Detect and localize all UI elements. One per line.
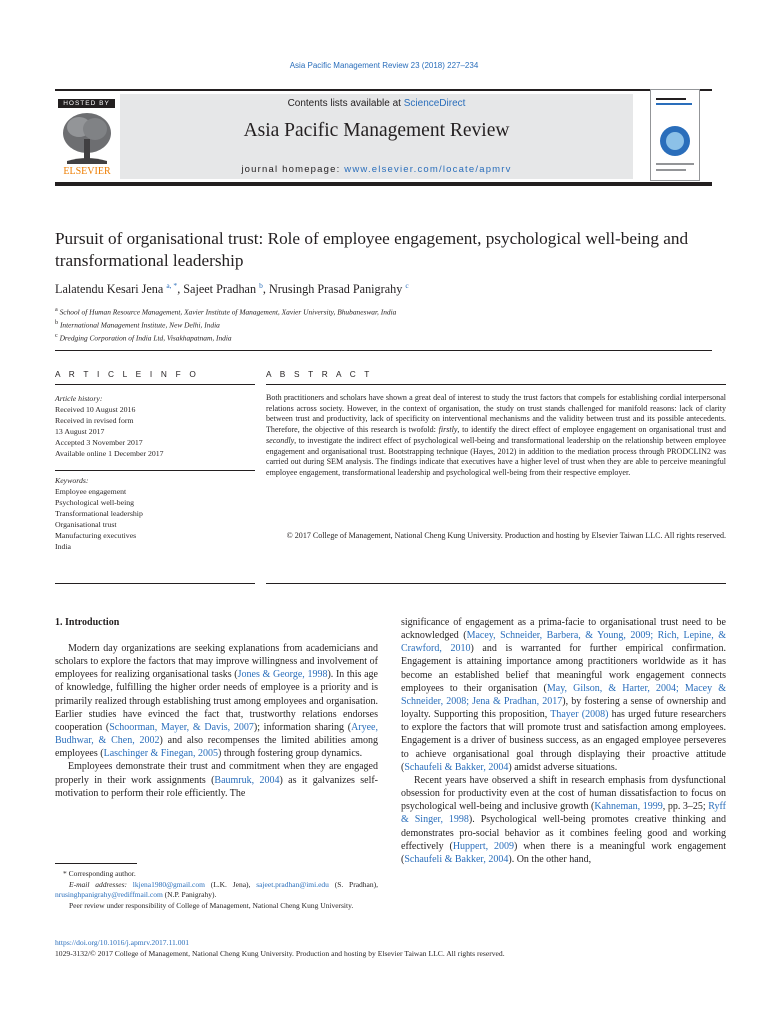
citation-link[interactable]: Macey, Schneider, Barbera, & Young, 2009; Rich, Lepine, & Crawford, 2010 bbox=[401, 630, 726, 655]
citation-link[interactable]: Schaufeli & Bakker, 2004 bbox=[404, 761, 509, 773]
citation-link[interactable]: Baumruk, 2004 bbox=[214, 774, 280, 786]
author-affiliation-marker[interactable]: c bbox=[405, 281, 409, 290]
abstract-copyright: © 2017 College of Management, National Cheng Kung University. Production and hosting by Elsevier Taiwan LLC. All rights reserved. bbox=[286, 531, 726, 540]
abstract-heading: A B S T R A C T bbox=[266, 369, 373, 379]
keyword-list bbox=[55, 475, 255, 552]
body-paragraph bbox=[55, 642, 378, 760]
abstract-emphasis: firstly bbox=[438, 425, 458, 435]
affiliation-item bbox=[55, 305, 715, 318]
body-text: , pp. 3–25; bbox=[662, 801, 709, 813]
elsevier-wordmark: ELSEVIER bbox=[63, 166, 111, 177]
citation-link[interactable]: Schoorman, Mayer, & Davis, 2007 bbox=[109, 721, 254, 733]
keyword-item: Organisational trust bbox=[55, 520, 117, 529]
affiliation-marker: b bbox=[55, 319, 59, 326]
masthead-bottom-rule bbox=[55, 182, 712, 186]
body-text: ). In this age of knowledge, fulfilling the higher order needs of employee is a priority and is primarily realized through establishing trust among employees and organisation. Earlier studies have evinced the fact that, trustworthy relations endorses cooperation ( bbox=[55, 669, 378, 733]
email-owner: (S. Pradhan), bbox=[328, 879, 379, 889]
body-text: Employees demonstrate their trust and commitment when they are engaged properly in their work assignments ( bbox=[55, 761, 378, 786]
body-text: Recent years have observed a shift in research emphasis from dysfunctional obsession for productivity even at the cost of human dissatisfaction to focus on psychological well-being and inclusive growth ( bbox=[401, 774, 726, 813]
corresponding-author-note: * Corresponding author. bbox=[63, 869, 136, 878]
citation-link[interactable]: Laschinger & Finegan, 2005 bbox=[103, 748, 219, 760]
abstract-text-part: , to identify the direct effect of employee engagement on organisational trust and bbox=[457, 425, 726, 435]
affiliation-item bbox=[55, 331, 715, 344]
body-column-right bbox=[401, 616, 726, 866]
affiliation-text: Dredging Corporation of India Ltd, Visakhapatnam, India bbox=[59, 333, 232, 343]
journal-citation[interactable]: Asia Pacific Management Review 23 (2018) 227–234 bbox=[289, 61, 479, 70]
history-label: Article history: bbox=[55, 394, 103, 403]
body-text: ) and also recompenses the limited abilities among employees ( bbox=[55, 735, 378, 760]
article-history bbox=[55, 393, 255, 459]
affiliation-item bbox=[55, 318, 715, 331]
body-text: ); information sharing ( bbox=[253, 721, 352, 733]
body-text: ). Psychological well-being promotes creative thinking and demonstrates pro-social behavior as it combines feeling good and working effectively ( bbox=[401, 814, 726, 852]
email-label: E-mail addresses: bbox=[69, 879, 133, 889]
body-text: ) amidst adverse situations. bbox=[508, 761, 618, 773]
body-text: ), by fostering a sense of ownership and loyalty. Supporting this proposition, bbox=[401, 695, 726, 721]
sciencedirect-link[interactable]: ScienceDirect bbox=[403, 98, 466, 109]
contents-prefix: Contents lists available at bbox=[287, 98, 404, 109]
body-paragraph bbox=[401, 774, 726, 866]
email-owner: (L.K. Jena), bbox=[204, 879, 257, 889]
affiliation-list bbox=[55, 305, 715, 344]
author-name: Lalatendu Kesari Jena bbox=[55, 282, 164, 297]
history-item: Received in revised form bbox=[55, 416, 134, 425]
body-text: ) and is warranted for further empirical confirmation. Engagement is attaining importance among practitioners worldwide as it has become an established belief that meaningful work engagement connects employees to their organisation ( bbox=[401, 643, 726, 694]
body-text: has urged future researchers to explore the factors that will promote trust and satisfaction among employees. Engagement is a driver of business success, as an engaged employee perseveres to achieve organisational goal through displaying their proactive attitude ( bbox=[401, 709, 726, 773]
citation-link[interactable]: Aryee, Budhwar, & Chen, 2002 bbox=[55, 721, 378, 747]
article-info-heading: A R T I C L E I N F O bbox=[55, 369, 200, 379]
article-info-bottom-rule bbox=[55, 583, 255, 584]
keyword-item: Employee engagement bbox=[55, 487, 127, 496]
peer-review-note: Peer review under responsibility of College of Management, National Cheng Kung University. bbox=[69, 900, 354, 910]
citation-link[interactable]: May, Gilson, & Harter, 2004; Macey & Schneider, 2008; Jena & Pradhan, 2017 bbox=[401, 682, 726, 707]
masthead-banner bbox=[120, 94, 633, 179]
body-paragraph bbox=[55, 760, 378, 799]
abstract-rule bbox=[266, 384, 726, 385]
body-column-left bbox=[55, 642, 378, 800]
keywords-label: Keywords: bbox=[55, 476, 89, 485]
citation-link[interactable]: Kahneman, 1999 bbox=[594, 801, 663, 813]
email-link[interactable]: nrusinghpanigrahy@rediffmail.com bbox=[55, 890, 163, 899]
journal-masthead bbox=[55, 89, 712, 186]
email-addresses-note bbox=[55, 880, 378, 901]
body-paragraph bbox=[401, 616, 726, 774]
journal-title: Asia Pacific Management Review bbox=[243, 120, 510, 141]
header-divider bbox=[55, 350, 712, 351]
hosted-by-label: HOSTED BY bbox=[58, 99, 115, 108]
abstract-body bbox=[266, 393, 726, 479]
history-item: Received 10 August 2016 bbox=[55, 405, 136, 414]
section-heading-introduction: 1. Introduction bbox=[55, 617, 120, 628]
keyword-item: Manufacturing executives bbox=[55, 531, 137, 540]
citation-link[interactable]: Huppert, 2009 bbox=[452, 840, 515, 852]
author-affiliation-marker[interactable]: a, * bbox=[166, 281, 178, 290]
citation-link[interactable]: Ryff & Singer, 1998 bbox=[401, 801, 726, 826]
citation-link[interactable]: Thayer (2008) bbox=[550, 709, 609, 721]
body-text: ) through fostering group dynamics. bbox=[218, 748, 363, 760]
history-item: Available online 1 December 2017 bbox=[55, 449, 164, 458]
keyword-item: Transformational leadership bbox=[55, 509, 143, 518]
author-name: Sajeet Pradhan bbox=[183, 282, 257, 297]
footnote-rule bbox=[55, 863, 137, 864]
homepage-prefix: journal homepage: bbox=[241, 164, 345, 175]
body-text: ) as it galvanizes self-motivation to perform their role efficiently. The bbox=[55, 774, 379, 799]
affiliation-marker: a bbox=[55, 307, 58, 313]
history-item: 13 August 2017 bbox=[55, 427, 105, 436]
journal-homepage-line bbox=[120, 164, 633, 175]
citation-link[interactable]: Schaufeli & Bakker, 2004 bbox=[404, 853, 509, 865]
journal-homepage-link[interactable]: www.elsevier.com/locate/apmrv bbox=[344, 164, 512, 175]
abstract-text-part: , to investigate the indirect effect of psychological well-being and transformational leadership on the relationship between employee engagement and organisational trust. Bootstrapping technique (Hayes, 2012) in addition to the mediation process through PRODCLIN2 was carried out during SEM analysis. The findings indicate that executives have a higher level of trust when they are able to perceive meaningful employee engagement, transformational leadership and psychological well-being from their respective employer. bbox=[266, 435, 726, 477]
contents-lists-line bbox=[120, 98, 633, 109]
article-info-divider bbox=[55, 470, 255, 471]
abstract-text-part: Both practitioners and scholars have shown a great deal of interest to study the trust factors that compels for establishing cordial interpersonal relations across society. However, in the context of organisation, the study on trust stands challenged for manifold reasons: lack of clarity between trust and productivity, lack of specificity on interventional mechanisms and the validity between trust and its possible antecedents. Therefore, the objective of this research is twofold: bbox=[266, 393, 726, 435]
doi-block bbox=[55, 938, 715, 959]
abstract-emphasis: secondly bbox=[266, 435, 295, 445]
body-text: ). On the other hand, bbox=[508, 853, 592, 865]
email-link[interactable]: lkjena1980@gmail.com bbox=[132, 879, 205, 889]
email-owner: (N.P. Panigrahy). bbox=[162, 890, 217, 899]
affiliation-marker: c bbox=[55, 332, 58, 339]
history-item: Accepted 3 November 2017 bbox=[55, 438, 143, 447]
abstract-bottom-rule bbox=[266, 583, 726, 584]
author-name: Nrusingh Prasad Panigrahy bbox=[268, 282, 403, 297]
journal-cover-image bbox=[650, 89, 700, 181]
affiliation-text: International Management Institute, New Delhi, India bbox=[59, 320, 220, 330]
author-list: Lalatendu Kesari Jena $^{a, *}$, Sajeet Pradhan $^b$, Nrusingh Prasad Panigrahy $^c$ bbox=[55, 281, 409, 297]
elsevier-tree-logo bbox=[57, 109, 117, 177]
body-text: Modern day organizations are seeking explanations from academicians and scholars to explore the factors that may improve willingness and involvement of employees for realizing organisational tasks ( bbox=[55, 643, 378, 681]
article-title: Pursuit of organisational trust: Role of employee engagement, psychological well-being and transformational leadership bbox=[55, 229, 689, 270]
author-affiliation-marker[interactable]: b bbox=[259, 281, 263, 290]
keyword-item: India bbox=[55, 542, 72, 551]
affiliation-text: School of Human Resource Management, Xavier Institute of Management, Xavier University, Bhubaneswar, India bbox=[59, 307, 397, 317]
body-text: significance of engagement as a prima-facie to organisational trust need to be acknowledged ( bbox=[401, 617, 726, 642]
citation-link[interactable]: Jones & George, 1998 bbox=[237, 669, 328, 681]
article-info-rule bbox=[55, 384, 255, 385]
issn-copyright-line: 1029-3132/© 2017 College of Management, National Cheng Kung University. Production and hosting by Elsevier Taiwan LLC. All rights reserved. bbox=[55, 948, 505, 958]
footnotes bbox=[55, 869, 378, 911]
keyword-item: Psychological well-being bbox=[55, 498, 135, 507]
email-link[interactable]: sajeet.pradhan@imi.edu bbox=[256, 879, 329, 889]
doi-link[interactable]: https://doi.org/10.1016/j.apmrv.2017.11.001 bbox=[55, 938, 190, 947]
body-text: ) when there is a meaningful work engagement ( bbox=[401, 840, 726, 865]
masthead-top-rule bbox=[55, 89, 712, 91]
